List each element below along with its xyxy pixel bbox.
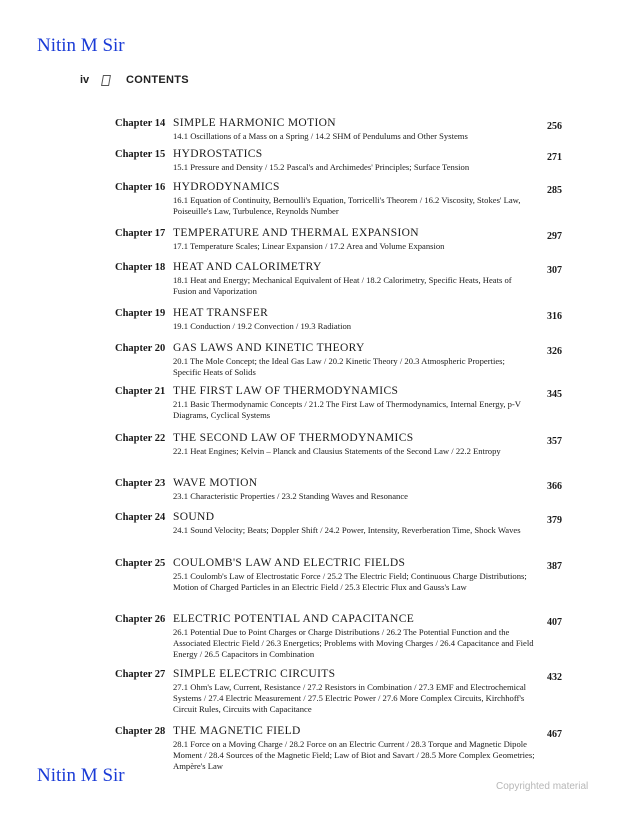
chapter-page: 326 [547,346,562,357]
box-icon [101,75,111,86]
chapter-page: 432 [547,672,562,683]
chapter-label: Chapter 25 [115,558,166,569]
chapter-label: Chapter 14 [115,118,166,129]
chapter-page: 256 [547,121,562,132]
chapter-label: Chapter 20 [115,343,166,354]
chapter-sections: 26.1 Potential Due to Point Charges or Charge Distributions / 26.2 The Potential Function and the Associated Electric Field / 26.3 Energetics; Problems with Moving Charges / 26.4 Capacitance and Field Energy / 26.5 Capacitors in Combination [173,627,534,660]
chapter-page: 387 [547,561,562,572]
chapter-sections: 15.1 Pressure and Density / 15.2 Pascal's and Archimedes' Principles; Surface Tension [173,162,470,172]
chapter-page: 297 [547,231,562,242]
chapter-page: 379 [547,515,562,526]
chapter-title: SIMPLE HARMONIC MOTION [173,117,336,129]
chapter-label: Chapter 27 [115,669,166,680]
chapter-page: 316 [547,311,562,322]
chapter-title: THE FIRST LAW OF THERMODYNAMICS [173,385,399,397]
chapter-label: Chapter 15 [115,149,166,160]
chapter-title: TEMPERATURE AND THERMAL EXPANSION [173,227,419,239]
chapter-sections: 21.1 Basic Thermodynamic Concepts / 21.2 The First Law of Thermodynamics, Internal Energy, p-V Diagrams, Cyclical Systems [173,399,521,421]
chapter-page: 467 [547,729,562,740]
chapter-sections: 18.1 Heat and Energy; Mechanical Equivalent of Heat / 18.2 Calorimetry, Specific Heats, Heats of Fusion and Vaporization [173,275,512,297]
copyright-notice: Copyrighted material [496,781,589,792]
page-title: CONTENTS [126,74,189,86]
chapter-page: 357 [547,436,562,447]
watermark-bottom: Nitin M Sir [37,765,125,786]
chapter-title: SOUND [173,511,215,523]
chapter-page: 271 [547,152,562,163]
chapter-title: ELECTRIC POTENTIAL AND CAPACITANCE [173,613,415,625]
chapter-title: HYDRODYNAMICS [173,181,280,193]
chapter-label: Chapter 16 [115,182,166,193]
chapter-sections: 16.1 Equation of Continuity, Bernoulli's Equation, Torricelli's Theorem / 16.2 Viscosity, Stokes' Law, Poiseuille's Law, Turbulence, Reynolds Number [173,195,521,217]
chapter-label: Chapter 17 [115,228,166,239]
chapter-label: Chapter 21 [115,386,166,397]
chapter-title: GAS LAWS AND KINETIC THEORY [173,342,365,354]
watermark-top: Nitin M Sir [37,35,125,56]
chapter-sections: 27.1 Ohm's Law, Current, Resistance / 27.2 Resistors in Combination / 27.3 EMF and Electrochemical Systems / 27.4 Electric Measurement / 27.5 Electric Power / 27.6 More Complex Circuits, Kirchhoff's Circuit Rules, Circuits with Capacitance [173,682,527,715]
chapter-label: Chapter 24 [115,512,166,523]
chapter-page: 345 [547,389,562,400]
chapter-label: Chapter 28 [115,726,166,737]
page-number: iv [80,74,90,86]
chapter-sections: 19.1 Conduction / 19.2 Convection / 19.3 Radiation [173,321,352,331]
chapter-sections: 25.1 Coulomb's Law of Electrostatic Force / 25.2 The Electric Field; Continuous Charge Distributions; Motion of Charged Particles in an Electric Field / 25.3 Electric Flux and Gauss's Law [173,571,527,593]
chapter-page: 366 [547,481,562,492]
chapter-page: 307 [547,265,562,276]
chapter-label: Chapter 23 [115,478,166,489]
chapter-title: HEAT TRANSFER [173,307,269,319]
chapter-title: COULOMB'S LAW AND ELECTRIC FIELDS [173,557,406,569]
page-header [80,74,189,86]
chapter-title: THE SECOND LAW OF THERMODYNAMICS [173,432,414,444]
chapter-title: THE MAGNETIC FIELD [173,725,301,737]
chapter-title: HEAT AND CALORIMETRY [173,261,322,273]
chapter-sections: 17.1 Temperature Scales; Linear Expansion / 17.2 Area and Volume Expansion [173,241,445,251]
chapter-label: Chapter 18 [115,262,166,273]
chapter-title: HYDROSTATICS [173,148,263,160]
chapter-title: SIMPLE ELECTRIC CIRCUITS [173,668,336,680]
chapter-label: Chapter 26 [115,614,166,625]
chapter-sections: 22.1 Heat Engines; Kelvin – Planck and Clausius Statements of the Second Law / 22.2 Entropy [173,446,501,456]
chapter-sections: 14.1 Oscillations of a Mass on a Spring / 14.2 SHM of Pendulums and Other Systems [173,131,468,141]
chapter-page: 407 [547,617,562,628]
chapter-label: Chapter 22 [115,433,166,444]
chapter-page: 285 [547,185,562,196]
chapter-sections: 20.1 The Mole Concept; the Ideal Gas Law / 20.2 Kinetic Theory / 20.3 Atmospheric Properties; Specific Heats of Solids [173,356,505,378]
chapter-title: WAVE MOTION [173,477,258,489]
chapter-label: Chapter 19 [115,308,166,319]
chapter-sections: 23.1 Characteristic Properties / 23.2 Standing Waves and Resonance [173,491,408,501]
chapter-sections: 28.1 Force on a Moving Charge / 28.2 Force on an Electric Current / 28.3 Torque and Magnetic Dipole Moment / 28.4 Sources of the Magnetic Field; Law of Biot and Savart / 28.5 More Complex Geometries; Ampère's Law [173,739,535,772]
chapter-sections: 24.1 Sound Velocity; Beats; Doppler Shift / 24.2 Power, Intensity, Reverberation Time, Shock Waves [173,525,521,535]
